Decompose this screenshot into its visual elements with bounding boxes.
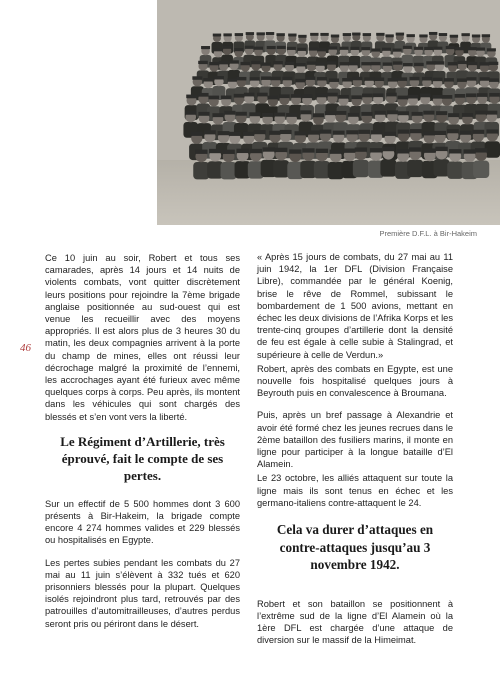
- group-photo-image: [157, 0, 500, 225]
- right-paragraph-5: Robert et son bataillon se positionnent à l’extrême sud de la ligne d’El Alamein où la 1ère DFL est chargée d’une attaque de diversion sur le massif de la Himeimat.: [257, 598, 453, 646]
- right-paragraph-3: Puis, après un bref passage à Alexandrie et avoir été formé chez les jeunes recrues dans le 2ème bataillon des fusiliers marins, il monte en ligne pour participer à la longue bataille d’El Alamein.: [257, 410, 453, 470]
- left-paragraph-2: Sur un effectif de 5 500 hommes dont 3 600 présents à Bir-Hakeim, la brigade compte encore 4 274 hommes valides et 229 blessés ou hospitalisés en Egypte.: [45, 498, 240, 546]
- right-paragraph-4: Le 23 octobre, les alliés attaquent sur toute la ligne mais ils sont tenus en échec et les germano-italiens contre-attaquent le 24.: [257, 473, 453, 508]
- left-paragraph-1: Ce 10 juin au soir, Robert et tous ses camarades, après 14 jours et 14 nuits de violents combats, vont quitter discrètement leurs positions pour rejoindre la 7ème brigade anglaise positionnée au sud-ouest qui est venue les recueillir avec des moyens appropriés. Il est alors plus de 3 heures 30 du matin, les deux compagnies arrivent à la porte du champ de mines, elles ont réussi leur décrochage malgré la proximité de l’ennemi, les accrochages ayant été furieux avec même quelques corps à corps. Peu après, ils montent dans les véhicules qui sont chargés des blessés et s’en vont vers la liberté.: [45, 253, 240, 422]
- left-paragraph-3: Les pertes subies pendant les combats du 27 mai au 11 juin s’élèvent à 332 tués et 620 prisonniers blessés pour la plupart. Quelques isolés rejoindront plus tard, retrouvés par des patrouilles d’automitrailleuses, d’autres perdus seront pris ou périront dans le désert.: [45, 557, 240, 629]
- left-column: [45, 252, 240, 640]
- group-photo: [157, 0, 500, 225]
- left-heading: Le Régiment d’Artillerie, très éprouvé, fait le compte de ses pertes.: [60, 433, 225, 483]
- right-paragraph-2: Robert, après des combats en Egypte, est une nouvelle fois hospitalisé quelques jours à Beyrouth puis en convalescence à Broumana.: [257, 363, 453, 399]
- photo-caption: Première D.F.L. à Bir-Hakeim: [379, 229, 477, 238]
- right-column: [257, 251, 453, 656]
- right-paragraph-1: « Après 15 jours de combats, du 27 mai au 11 juin 1942, la 1er DFL (Division Française Libre), commandée par le général Koenig, brise le rêve de Rommel, subissant le bombardement de 1 500 avions, mettant en échec les deux divisions de l’Afrika Korps et les trente-cinq groupes d’artillerie dont la densité de feu est égale à celle subie à Stalingrad, et supérieure à celle de Verdun.»: [257, 252, 453, 360]
- page-number: 46: [20, 342, 31, 354]
- right-heading: Cela va durer d’attaques en contre-attaques jusqu’au 3 novembre 1942.: [276, 522, 434, 573]
